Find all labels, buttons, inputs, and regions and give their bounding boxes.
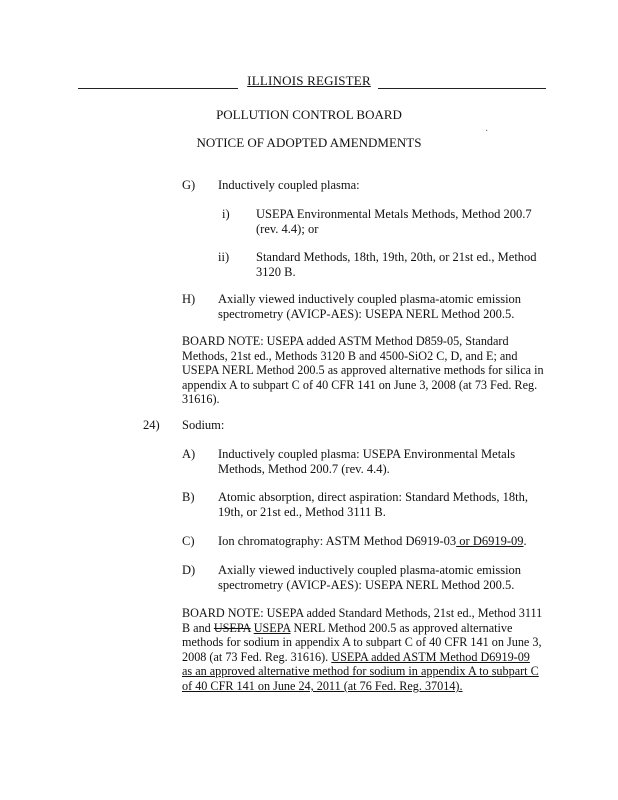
board-note-silica: BOARD NOTE: USEPA added ASTM Method D859-05, Standard Methods, 21st ed., Methods 3120 B and 4500-SiO2 C, D, and E; and USEPA NERL Method 200.5 as approved alternative methods for silica in appendix A to subpart C of 40 CFR 141 on June 3, 2008 (at 73 Fed. Reg. 31616).	[182, 334, 544, 407]
item-ii-text: Standard Methods, 18th, 19th, 20th, or 21st ed., Method 3120 B.	[256, 250, 537, 279]
sodium-title: Sodium:	[182, 418, 225, 432]
sodium-a-text: Inductively coupled plasma: USEPA Environmental Metals Methods, Method 200.7 (rev. 4.4).	[218, 447, 516, 476]
notice-title: NOTICE OF ADOPTED AMENDMENTS	[196, 135, 422, 150]
sodium-a-label: A)	[182, 447, 196, 461]
sodium-c-label: C)	[182, 534, 195, 548]
sodium-c-text: Ion chromatography: ASTM Method D6919-03 or D6919-09.	[218, 534, 527, 548]
sodium-d-label: D)	[182, 563, 196, 577]
item-i-text: USEPA Environmental Metals Methods, Method 200.7 (rev. 4.4); or	[256, 207, 532, 236]
sodium-b-text: Atomic absorption, direct aspiration: Standard Methods, 18th, 19th, or 21st ed., Method 3111 B.	[218, 490, 529, 519]
sodium-b-label: B)	[182, 490, 195, 504]
section-g-label: G)	[182, 178, 196, 192]
board-note-sodium: BOARD NOTE: USEPA added Standard Methods, 21st ed., Method 3111 B and USEPA USEPA NERL Method 200.5 as approved alternative methods for sodium in appendix A to subpart C of 40 CFR 141 on June 3, 2008 (at 73 Fed. Reg. 31616). USEPA added ASTM Method D6919-09 as an approved alternative method for sodium in appendix A to subpart C of 40 CFR 141 on June 24, 2011 (at 76 Fed. Reg. 37014).	[182, 606, 543, 693]
scan-speck: ·	[485, 126, 489, 137]
sodium-number: 24)	[143, 418, 160, 432]
section-h-text: Axially viewed inductively coupled plasma-atomic emission spectrometry (AVICP-AES): USEPA NERL Method 200.5.	[218, 292, 522, 321]
sodium-d-text: Axially viewed inductively coupled plasma-atomic emission spectrometry (AVICP-AES): USEPA NERL Method 200.5.	[218, 563, 522, 592]
section-h-label: H)	[182, 292, 196, 306]
section-g-text: Inductively coupled plasma:	[218, 178, 360, 192]
item-ii-label: ii)	[218, 250, 230, 264]
agency-title: POLLUTION CONTROL BOARD	[216, 107, 402, 122]
item-i-label: i)	[222, 207, 230, 221]
register-title: ILLINOIS REGISTER	[247, 73, 371, 88]
